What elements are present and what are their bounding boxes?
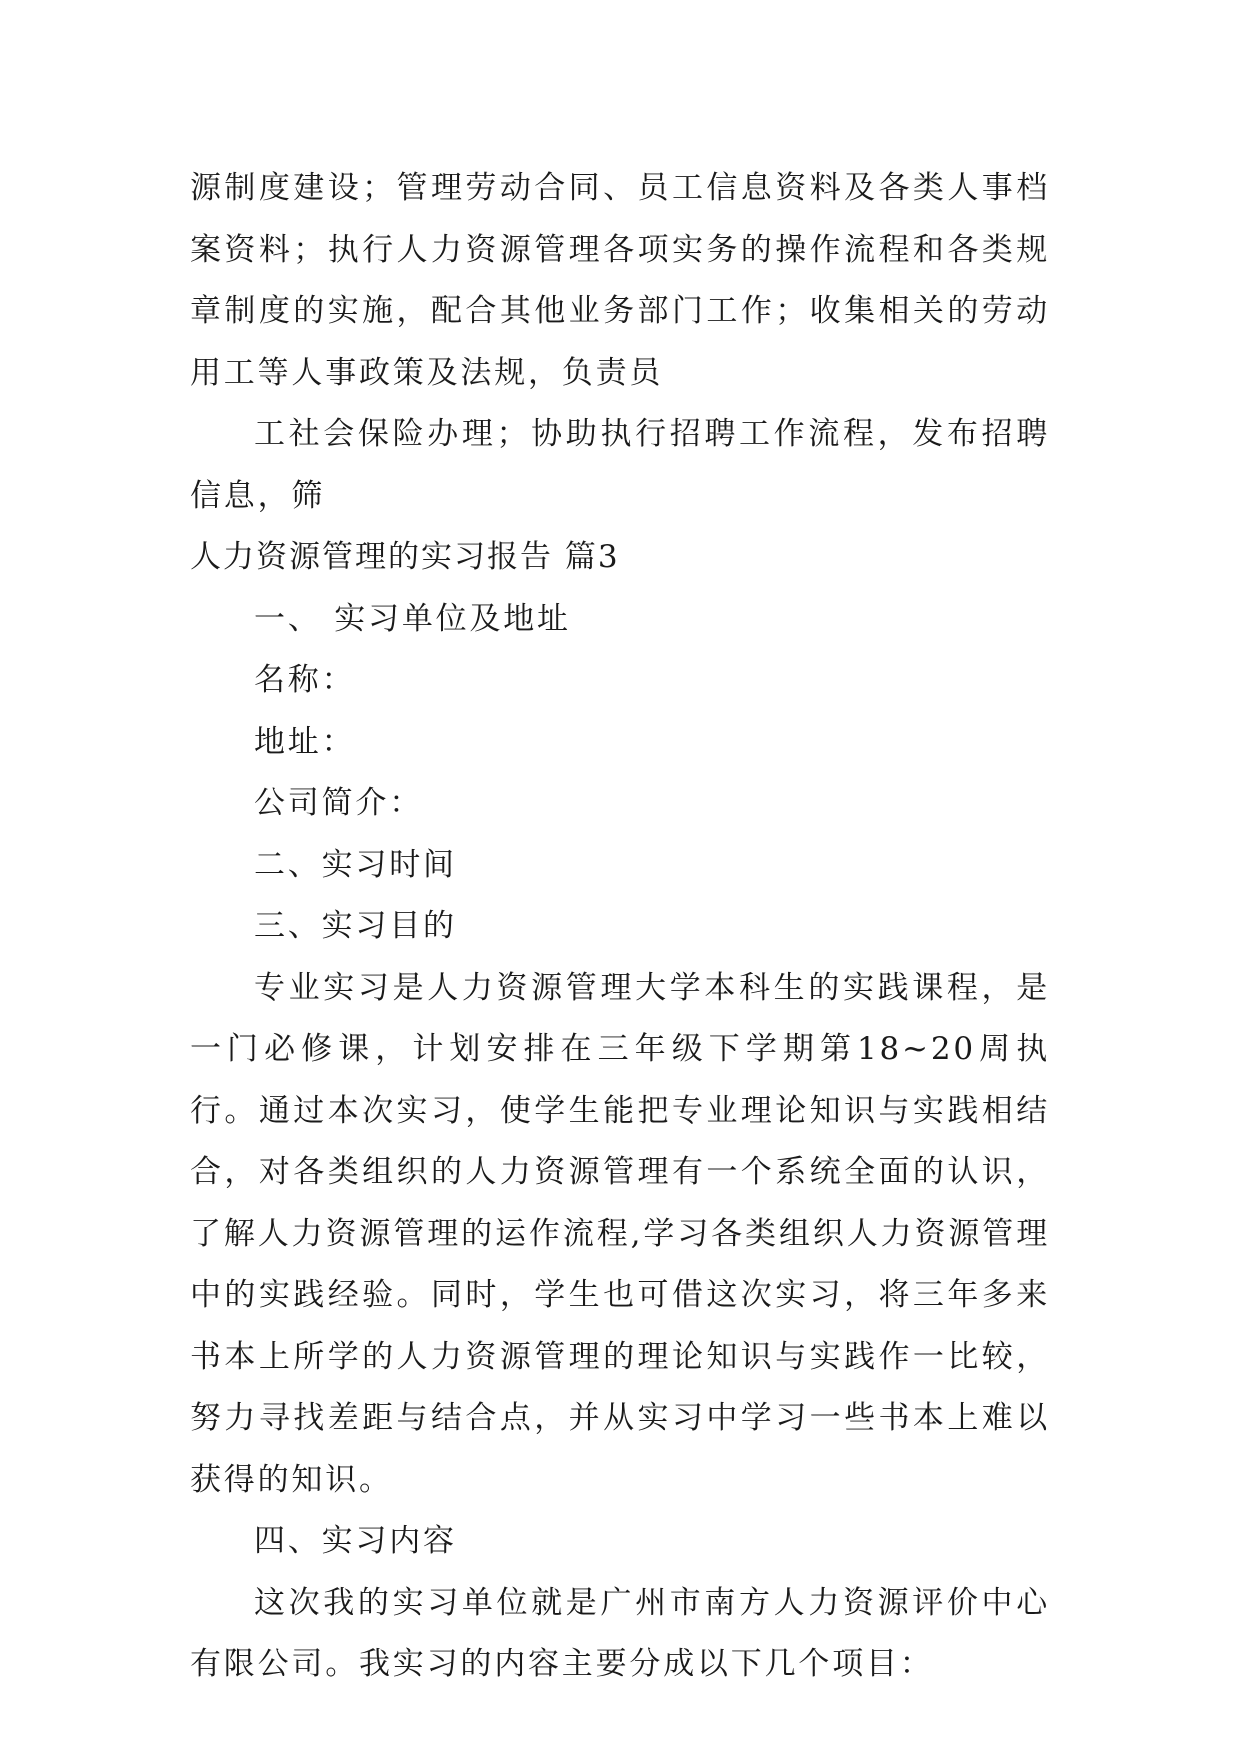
- paragraph-purpose: 专业实习是人力资源管理大学本科生的实践课程，是一门必修课，计划安排在三年级下学期第18~20周执行。通过本次实习，使学生能把专业理论知识与实践相结合，对各类组织的人力资源管理有一个系统全面的认识，了解人力资源管理的运作流程,学习各类组织人力资源管理中的实践经验。同时，学生也可借这次实习，将三年多来书本上所学的人力资源管理的理论知识与实践作一比较，努力寻找差距与结合点，并从实习中学习一些书本上难以获得的知识。: [190, 969, 1050, 1498]
- document-body: [190, 158, 1050, 1696]
- paragraph-content: 这次我的实习单位就是广州市南方人力资源评价中心有限公司。我实习的内容主要分成以下几个项目：: [190, 1584, 1050, 1682]
- field-name: 名称：: [254, 662, 356, 698]
- paragraph-social-insurance: 工社会保险办理；协助执行招聘工作流程，发布招聘信息，筛: [190, 416, 1050, 514]
- heading-internship-purpose: 三、实习目的: [254, 908, 457, 944]
- field-company-intro: 公司简介：: [254, 785, 423, 821]
- section-title: 人力资源管理的实习报告 篇3: [190, 539, 620, 575]
- heading-unit-address: 一、 实习单位及地址: [254, 600, 571, 637]
- heading-internship-time: 二、实习时间: [254, 846, 457, 883]
- field-address: 地址：: [254, 723, 356, 760]
- heading-internship-content: 四、实习内容: [254, 1523, 457, 1559]
- paragraph-continued-duties: 源制度建设；管理劳动合同、员工信息资料及各类人事档案资料；执行人力资源管理各项实务的操作流程和各类规章制度的实施，配合其他业务部门工作；收集相关的劳动用工等人事政策及法规，负责员: [190, 170, 1050, 391]
